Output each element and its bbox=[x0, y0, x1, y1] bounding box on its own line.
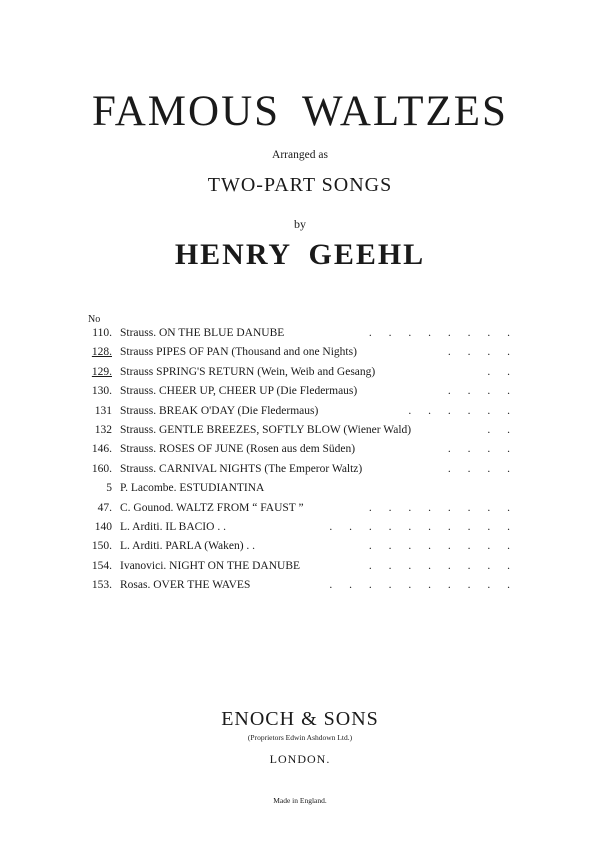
item-number: 128. bbox=[91, 346, 112, 359]
item-title: Strauss. CARNIVAL NIGHTS (The Emperor Waltz) bbox=[120, 462, 363, 475]
list-item bbox=[70, 421, 510, 440]
item-title: C. Gounod. WALTZ FROM “ FAUST ” bbox=[120, 501, 304, 514]
leader-dots: . . . . . . . . bbox=[368, 540, 510, 553]
list-item bbox=[70, 382, 510, 401]
item-number: 153. bbox=[91, 579, 112, 592]
item-number: 131 bbox=[94, 404, 112, 417]
leader-dots: . . . . bbox=[447, 462, 510, 475]
list-item bbox=[70, 343, 510, 362]
item-title: L. Arditi. IL BACIO . . bbox=[120, 520, 226, 533]
leader-dots: . . bbox=[487, 423, 510, 436]
page-title: FAMOUS WALTZES bbox=[92, 88, 508, 135]
item-title: Strauss. BREAK O'DAY (Die Fledermaus) bbox=[120, 404, 319, 417]
list-item bbox=[70, 537, 510, 556]
list-item bbox=[70, 460, 510, 479]
item-title: Strauss. CHEER UP, CHEER UP (Die Fledermaus) bbox=[120, 385, 358, 398]
item-number: 5 bbox=[106, 482, 112, 495]
contents-list bbox=[70, 324, 510, 595]
list-item bbox=[70, 518, 510, 537]
item-title: L. Arditi. PARLA (Waken) . . bbox=[120, 540, 256, 553]
leader-dots: . . bbox=[487, 365, 510, 378]
item-title: Rosas. OVER THE WAVES bbox=[120, 579, 251, 592]
item-number: 140 bbox=[94, 520, 112, 533]
item-title: Strauss. GENTLE BREEZES, SOFTLY BLOW (Wiener Wald) bbox=[120, 423, 412, 436]
publisher-name: ENOCH & SONS bbox=[221, 708, 379, 730]
item-number: 110. bbox=[92, 327, 112, 339]
subtitle: TWO-PART SONGS bbox=[207, 174, 393, 196]
list-item bbox=[70, 440, 510, 459]
leader-dots: . . . . . . bbox=[408, 404, 510, 417]
number-column-label: No bbox=[88, 314, 101, 325]
leader-dots: . . . . . . . . bbox=[368, 327, 510, 339]
list-item bbox=[70, 402, 510, 421]
list-item bbox=[70, 557, 510, 576]
arranged-as-text: Arranged as bbox=[272, 149, 328, 161]
item-title: Strauss. ON THE BLUE DANUBE bbox=[120, 327, 285, 339]
list-item bbox=[70, 479, 510, 498]
leader-dots: . . . . . . . . . . bbox=[329, 579, 510, 592]
composer-name: HENRY GEEHL bbox=[174, 238, 426, 271]
item-number: 130. bbox=[91, 385, 112, 398]
leader-dots: . . . . bbox=[447, 385, 510, 398]
publisher-city: LONDON. bbox=[269, 752, 331, 766]
list-item bbox=[70, 499, 510, 518]
by-text: by bbox=[294, 217, 306, 231]
item-number: 160. bbox=[91, 462, 112, 475]
list-item bbox=[70, 576, 510, 595]
leader-dots: . . . . bbox=[447, 443, 510, 456]
item-title: P. Lacombe. ESTUDIANTINA bbox=[120, 482, 265, 495]
item-title: Strauss SPRING'S RETURN (Wein, Weib and Gesang) bbox=[120, 365, 376, 378]
item-number: 129. bbox=[91, 365, 112, 378]
list-item bbox=[70, 324, 510, 343]
leader-dots: . . . . bbox=[447, 346, 510, 359]
item-number: 132 bbox=[94, 423, 112, 436]
leader-dots: . . . . . . . . bbox=[368, 559, 510, 572]
item-title: Strauss PIPES OF PAN (Thousand and one Nights) bbox=[120, 346, 357, 359]
made-in-note: Made in England. bbox=[273, 796, 327, 805]
leader-dots: . . . . . . . . bbox=[368, 501, 510, 514]
item-number: 47. bbox=[97, 501, 112, 514]
proprietors-note: (Proprietors Edwin Ashdown Ltd.) bbox=[247, 733, 353, 742]
item-title: Ivanovici. NIGHT ON THE DANUBE bbox=[120, 559, 301, 572]
item-title: Strauss. ROSES OF JUNE (Rosen aus dem Süden) bbox=[120, 443, 356, 456]
item-number: 146. bbox=[91, 443, 112, 456]
leader-dots: . . . . . . . . . . bbox=[329, 520, 510, 533]
item-number: 150. bbox=[91, 540, 112, 553]
list-item bbox=[70, 363, 510, 382]
item-number: 154. bbox=[91, 559, 112, 572]
